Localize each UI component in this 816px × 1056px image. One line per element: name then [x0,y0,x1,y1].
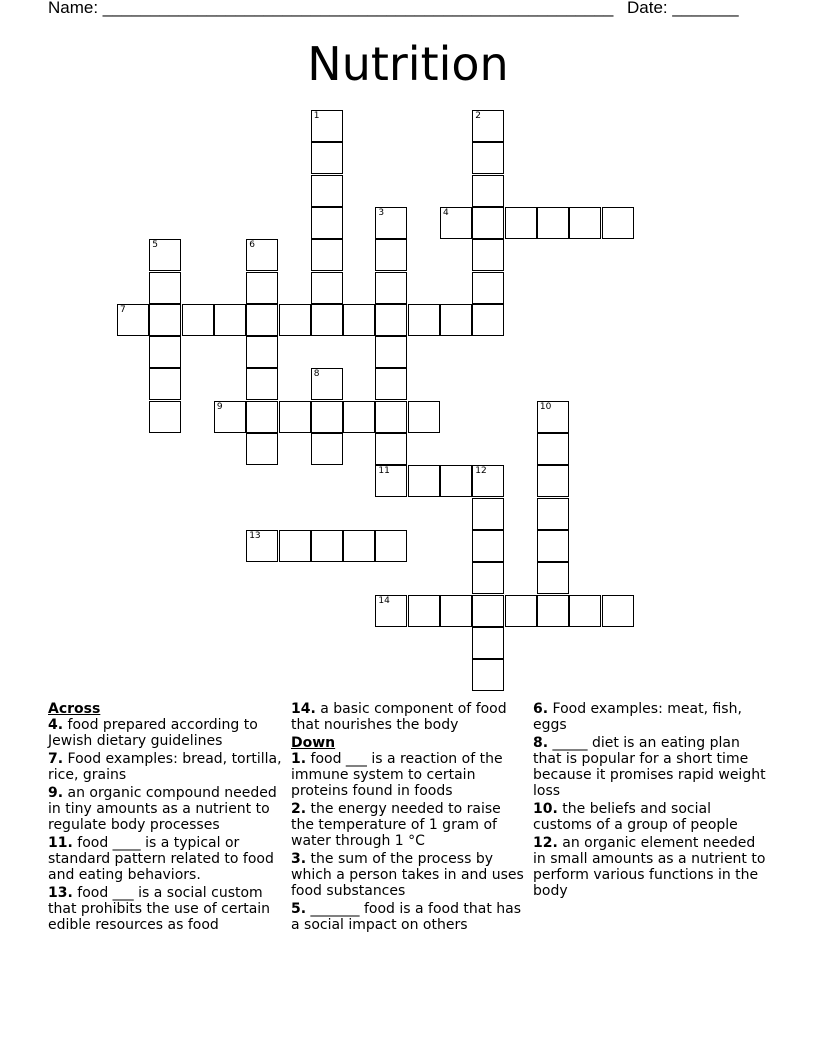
grid-cell[interactable] [602,595,634,627]
grid-cell[interactable] [375,465,407,497]
clue-down-5: 5. _______ food is a food that has a social impact on others [291,901,522,933]
clue-number: 13 [249,530,261,541]
grid-cell[interactable] [537,401,569,433]
grid-cell[interactable] [537,465,569,497]
grid-cell[interactable] [279,304,311,336]
grid-cell[interactable] [472,207,504,239]
grid-cell[interactable] [569,595,601,627]
grid-cell[interactable] [569,207,601,239]
clue-across-11: 11. food ____ is a typical or standard pattern related to food and eating behaviors. [48,835,274,883]
grid-cell[interactable] [375,239,407,271]
puzzle-title: Nutrition [307,37,509,91]
grid-cell[interactable] [311,433,343,465]
clue-column-3 [533,701,769,901]
clue-number: 14 [378,595,390,606]
grid-cell[interactable] [440,207,472,239]
grid-cell[interactable] [311,207,343,239]
grid-cell[interactable] [408,401,440,433]
grid-cell[interactable] [375,595,407,627]
grid-cell[interactable] [246,368,278,400]
grid-cell[interactable] [472,562,504,594]
clue-down-12: 12. an organic element needed in small amounts as a nutrient to perform various functions in the body [533,835,766,899]
grid-cell[interactable] [505,207,537,239]
grid-cell[interactable] [149,239,181,271]
clue-down-8: 8. _____ diet is an eating plan that is popular for a short time because it promises rapid weight loss [533,735,766,799]
grid-cell[interactable] [472,627,504,659]
clue-down-10: 10. the beliefs and social customs of a group of people [533,801,738,833]
grid-cell[interactable] [149,304,181,336]
grid-cell[interactable] [537,562,569,594]
grid-cell[interactable] [375,272,407,304]
clue-across-14: 14. a basic component of food that nourishes the body [291,701,507,733]
grid-cell[interactable] [375,207,407,239]
grid-cell[interactable] [408,595,440,627]
grid-cell[interactable] [149,336,181,368]
grid-cell[interactable] [214,304,246,336]
clue-across-13: 13. food ___ is a social custom that prohibits the use of certain edible resources as food [48,885,271,933]
grid-cell[interactable] [343,530,375,562]
grid-cell[interactable] [375,530,407,562]
grid-cell[interactable] [311,272,343,304]
grid-cell[interactable] [408,304,440,336]
clue-number: 1 [313,111,320,121]
grid-cell[interactable] [537,498,569,530]
grid-cell[interactable] [472,465,504,497]
grid-cell[interactable] [279,401,311,433]
grid-cell[interactable] [472,530,504,562]
clue-across-4: 4. food prepared according to Jewish dietary guidelines [48,717,258,749]
grid-cell[interactable] [472,175,504,207]
grid-cell[interactable] [537,530,569,562]
grid-cell[interactable] [472,239,504,271]
grid-cell[interactable] [214,401,246,433]
grid-cell[interactable] [472,272,504,304]
grid-cell[interactable] [537,207,569,239]
grid-cell[interactable] [149,368,181,400]
grid-cell[interactable] [537,433,569,465]
grid-cell[interactable] [149,272,181,304]
grid-cell[interactable] [440,304,472,336]
down-heading: Down [291,735,336,751]
grid-cell[interactable] [246,401,278,433]
grid-cell[interactable] [311,239,343,271]
grid-cell[interactable] [537,595,569,627]
grid-cell[interactable] [408,465,440,497]
grid-cell[interactable] [246,272,278,304]
grid-cell[interactable] [472,110,504,142]
clue-column-1 [48,701,284,935]
grid-cell[interactable] [440,465,472,497]
grid-cell[interactable] [472,498,504,530]
clue-number: 4 [443,207,449,218]
name-field[interactable]: Name: ______________________________________________________ [48,0,614,17]
grid-cell[interactable] [375,304,407,336]
clue-number: 11 [378,466,390,477]
grid-cell[interactable] [182,304,214,336]
grid-cell[interactable] [149,401,181,433]
grid-cell[interactable] [375,433,407,465]
clue-number: 9 [216,401,223,412]
grid-cell[interactable] [343,401,375,433]
grid-cell[interactable] [311,175,343,207]
grid-cell[interactable] [440,595,472,627]
grid-cell[interactable] [311,368,343,400]
grid-cell[interactable] [375,401,407,433]
clue-down-2: 2. the energy needed to raise the temperature of 1 gram of water through 1 °C [291,801,501,849]
grid-cell[interactable] [246,304,278,336]
grid-cell[interactable] [311,530,343,562]
clue-number: 5 [152,240,159,251]
grid-cell[interactable] [246,336,278,368]
grid-cell[interactable] [279,530,311,562]
grid-cell[interactable] [343,304,375,336]
grid-cell[interactable] [246,239,278,271]
grid-cell[interactable] [375,336,407,368]
clue-number: 3 [378,207,385,218]
clue-number: 2 [475,111,482,121]
grid-cell[interactable] [505,595,537,627]
clue-column-2 [291,701,527,935]
grid-cell[interactable] [602,207,634,239]
clue-number: 6 [249,240,255,251]
grid-cell[interactable] [117,304,149,336]
clue-across-9: 9. an organic compound needed in tiny amounts as a nutrient to regulate body processes [48,785,277,833]
grid-cell[interactable] [311,401,343,433]
grid-cell[interactable] [472,142,504,174]
clue-down-1: 1. food ___ is a reaction of the immune system to certain proteins found in foods [291,751,503,799]
grid-cell[interactable] [472,659,504,691]
across-heading: Across [48,701,101,717]
clue-number: 7 [120,304,126,315]
grid-cell[interactable] [246,433,278,465]
grid-cell[interactable] [472,595,504,627]
grid-cell[interactable] [311,142,343,174]
clue-number: 12 [475,466,487,477]
grid-cell[interactable] [472,304,504,336]
date-field[interactable]: Date: _______ [627,0,739,17]
grid-cell[interactable] [311,110,343,142]
clue-across-7: 7. Food examples: bread, tortilla, rice, grains [48,751,282,783]
clue-number: 10 [539,401,552,412]
grid-cell[interactable] [311,304,343,336]
clue-down-3: 3. the sum of the process by which a person takes in and uses food substances [291,851,524,899]
grid-cell[interactable] [375,368,407,400]
grid-cell[interactable] [246,530,278,562]
clue-down-6: 6. Food examples: meat, fish, eggs [533,701,742,733]
clue-number: 8 [313,369,320,380]
